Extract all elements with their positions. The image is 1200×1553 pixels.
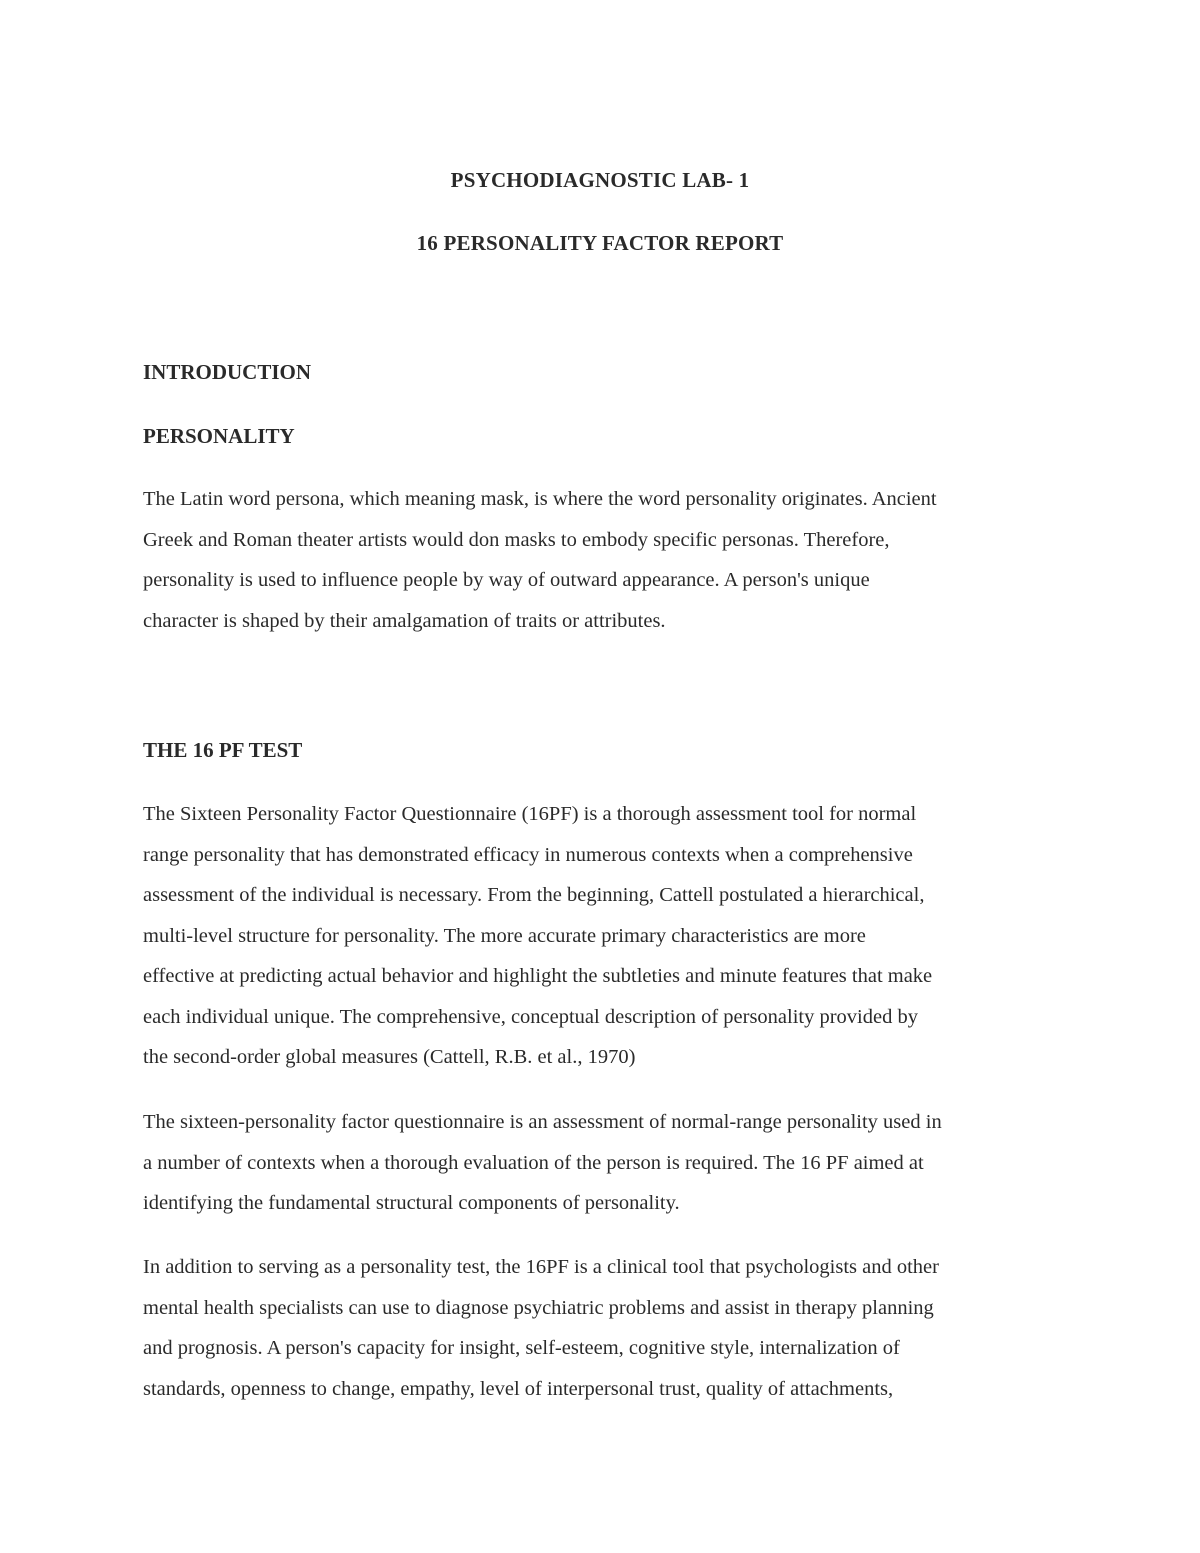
- paragraph-line: Greek and Roman theater artists would don masks to embody specific personas. Therefore,: [143, 528, 890, 551]
- section-heading-personality: PERSONALITY: [143, 424, 295, 448]
- paragraph-line: a number of contexts when a thorough evaluation of the person is required. The 16 PF aimed at: [143, 1151, 924, 1174]
- paragraph-line: The Latin word persona, which meaning mask, is where the word personality originates. Ancient: [143, 488, 937, 510]
- section-heading-16pf-test: THE 16 PF TEST: [143, 738, 303, 762]
- 16pf-paragraph-3: [143, 1247, 939, 1409]
- paragraph-line: each individual unique. The comprehensive, conceptual description of personality provided by: [143, 1005, 918, 1028]
- document-subtitle: 16 PERSONALITY FACTOR REPORT: [416, 231, 784, 255]
- paragraph-line: and prognosis. A person's capacity for insight, self-esteem, cognitive style, internalization of: [143, 1337, 900, 1359]
- paragraph-line: identifying the fundamental structural components of personality.: [143, 1192, 680, 1214]
- paragraph-line: character is shaped by their amalgamation of traits or attributes.: [143, 609, 666, 632]
- 16pf-paragraph-2: [143, 1102, 942, 1224]
- document-title: PSYCHODIAGNOSTIC LAB- 1: [450, 168, 750, 192]
- paragraph-line: In addition to serving as a personality test, the 16PF is a clinical tool that psychologists and other: [143, 1256, 939, 1278]
- paragraph-line: assessment of the individual is necessary. From the beginning, Cattell postulated a hierarchical,: [143, 884, 925, 906]
- personality-paragraph: [143, 479, 937, 641]
- paragraph-line: effective at predicting actual behavior and highlight the subtleties and minute features that make: [143, 965, 933, 987]
- paragraph-line: personality is used to influence people by way of outward appearance. A person's unique: [143, 569, 870, 591]
- paragraph-line: the second-order global measures (Cattell, R.B. et al., 1970): [143, 1046, 636, 1068]
- paragraph-line: The sixteen-personality factor questionnaire is an assessment of normal-range personality used in: [143, 1111, 942, 1133]
- section-heading-introduction: INTRODUCTION: [143, 360, 312, 384]
- paragraph-line: range personality that has demonstrated efficacy in numerous contexts when a comprehensive: [143, 843, 913, 866]
- 16pf-paragraph-1: [143, 794, 932, 1078]
- paragraph-line: mental health specialists can use to diagnose psychiatric problems and assist in therapy planning: [143, 1296, 934, 1319]
- paragraph-line: multi-level structure for personality. The more accurate primary characteristics are more: [143, 924, 866, 947]
- paragraph-line: The Sixteen Personality Factor Questionnaire (16PF) is a thorough assessment tool for normal: [143, 803, 917, 825]
- paragraph-line: standards, openness to change, empathy, level of interpersonal trust, quality of attachments,: [143, 1377, 894, 1400]
